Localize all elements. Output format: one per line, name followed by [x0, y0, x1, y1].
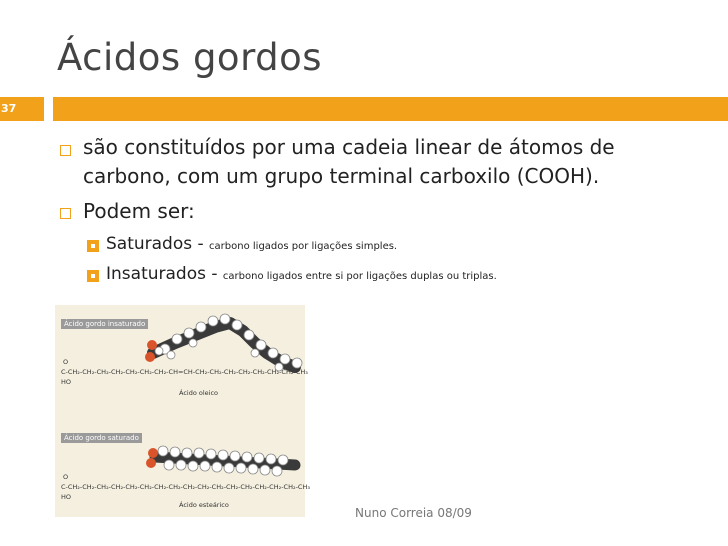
bullet-2: Podem ser: — [83, 199, 195, 223]
sub-bullet-term: Insaturados - — [106, 264, 223, 284]
caption-oleic: Ácido oleico — [179, 389, 219, 397]
bullet-marker — [60, 208, 71, 219]
hydroxyl-ho-top: HO — [61, 378, 72, 386]
sub-bullet-marker — [87, 270, 99, 282]
sub-bullet-term: Saturados - — [106, 234, 210, 254]
sub-bullet-marker — [87, 240, 99, 252]
title-rule — [53, 97, 728, 121]
carbonyl-o-top: O — [63, 358, 69, 366]
slide-number: 37 — [1, 102, 17, 115]
formula-saturated: C-CH₂-CH₂-CH₂-CH₂-CH₂-CH₂-CH₂-CH₂-CH₂-CH₂-CH₂-CH₂-CH₂-CH₂-CH₂-CH₂-CH₃ — [61, 483, 310, 491]
unsaturated-molecule-model — [145, 314, 302, 371]
carbonyl-o-bottom: O — [63, 473, 69, 481]
footer-author: Nuno Correia 08/09 — [355, 506, 472, 520]
caption-stearic: Ácido esteárico — [179, 501, 229, 509]
fatty-acid-figure — [55, 305, 310, 517]
bullet-marker — [60, 145, 71, 156]
figure-label-unsaturated: Ácido gordo insaturado — [61, 319, 148, 329]
sub-bullet-detail: carbono ligados entre si por ligações duplas ou triplas. — [222, 271, 497, 282]
hydroxyl-ho-bottom: HO — [61, 493, 72, 501]
sub-bullet-detail: carbono ligados por ligações simples. — [209, 241, 398, 252]
formula-unsaturated: C-CH₂-CH₂-CH₂-CH₂-CH₂-CH₂-CH₂-CH=CH-CH₂-CH₂-CH₂-CH₂-CH₂-CH₂-CH₂-CH₃ — [61, 368, 308, 376]
slide-title: Ácidos gordos — [57, 36, 323, 79]
sub-bullet-insaturados — [106, 264, 497, 284]
bullet-1-line-2: carbono, com um grupo terminal carboxilo (COOH). — [83, 164, 600, 188]
saturated-molecule-model — [146, 446, 295, 476]
bullet-1-line-1: são constituídos por uma cadeia linear de átomos de — [83, 135, 615, 159]
sub-bullet-saturados — [106, 234, 397, 254]
figure-label-saturated: Ácido gordo saturado — [61, 433, 142, 443]
